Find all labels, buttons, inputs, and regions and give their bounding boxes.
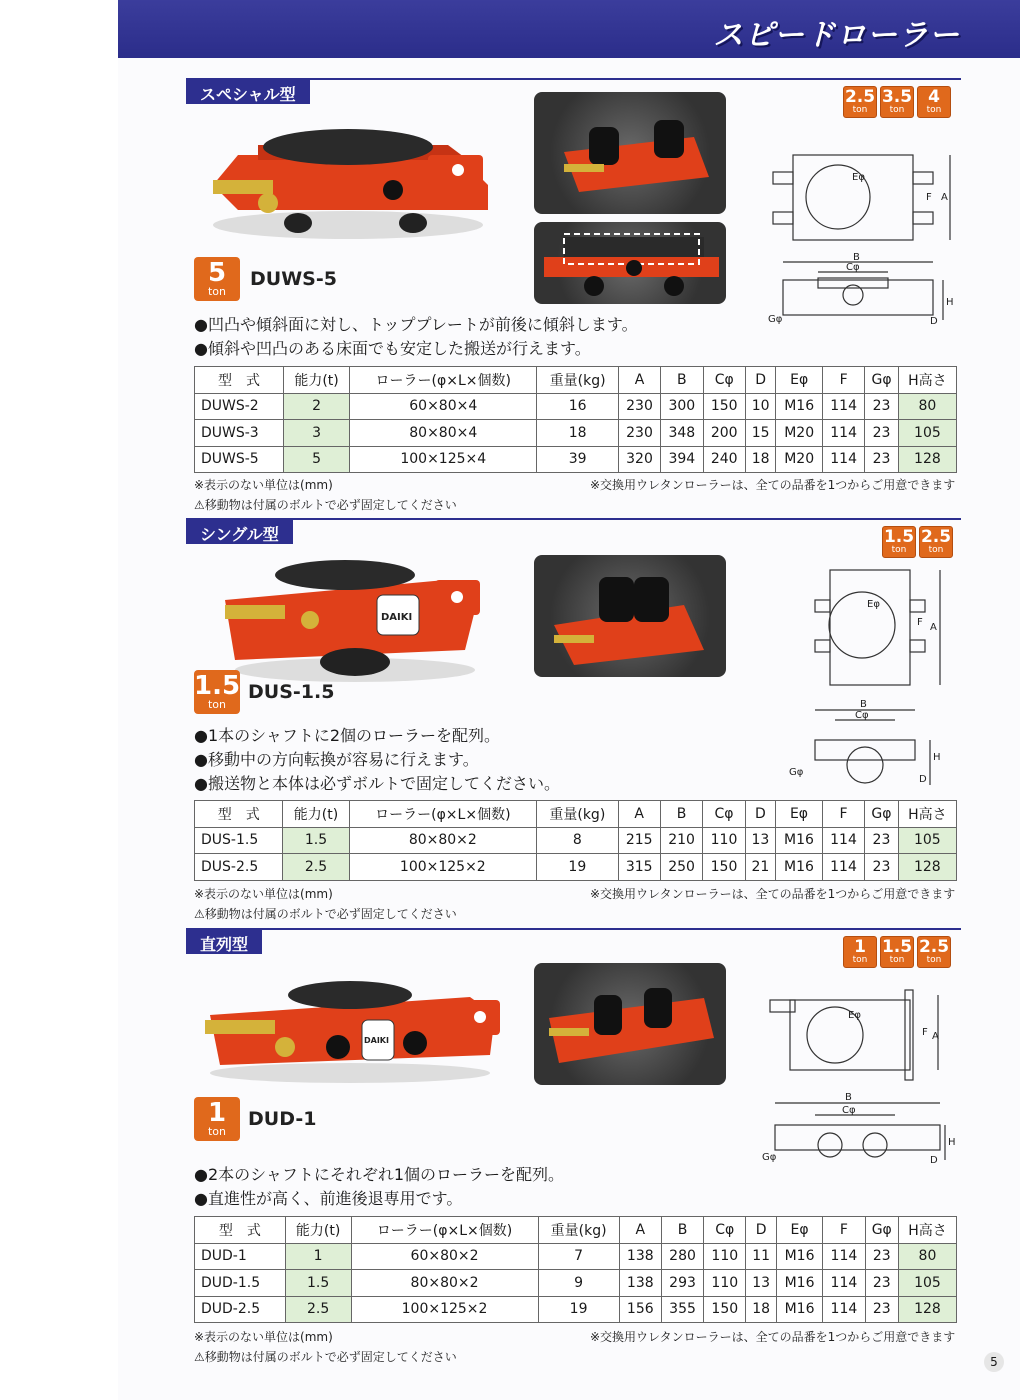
spec-table-special: 型 式 能力(t) ローラー(φ×L×個数) 重量(kg) A B Cφ D Eφ F Gφ H高さ DUWS-2 2 60×80×4 16 230 300 150 10 M16 114 23 80 DUWS-3 3 80×80×4 18 230 348 200 15 M20 114 23 105 DUWS-5 5 100×125×4 39 320 394 240 18 M20 114 23 128 <box>194 366 957 473</box>
page-number: 5 <box>984 1352 1004 1372</box>
note-unit: ※表示のない単位は(mm) <box>194 1330 333 1344</box>
product-photo-dus-detail <box>534 555 726 677</box>
model-name: DUS-1.5 <box>248 681 335 703</box>
svg-text:Eφ: Eφ <box>867 599 880 610</box>
section-divider <box>186 78 961 80</box>
feature-list-single <box>194 724 560 796</box>
note-bolt: ⚠移動物は付属のボルトで必ず固定してください <box>194 498 457 512</box>
label-h: H <box>946 297 954 308</box>
capacity-badge: 5 ton <box>194 257 240 301</box>
feature-list-special <box>194 313 638 361</box>
section-divider <box>186 928 961 930</box>
svg-text:H: H <box>933 752 941 763</box>
ton-badges-inline <box>843 936 951 968</box>
label-f: F <box>926 192 932 203</box>
label-e: Eφ <box>852 172 865 183</box>
model-name: DUWS-5 <box>250 268 337 290</box>
svg-text:Eφ: Eφ <box>848 1010 861 1021</box>
svg-text:H: H <box>948 1137 956 1148</box>
svg-text:Cφ: Cφ <box>855 710 869 721</box>
note-roller: ※交換用ウレタンローラーは、全ての品番を1つからご用意できます <box>590 478 956 492</box>
dimension-diagram-duws <box>768 150 958 330</box>
note-roller: ※交換用ウレタンローラーは、全ての品番を1つからご用意できます <box>590 1330 956 1344</box>
section-divider <box>186 518 961 520</box>
capacity-badge: 1.5 ton <box>194 670 240 714</box>
svg-text:Gφ: Gφ <box>762 1152 777 1163</box>
svg-text:B: B <box>845 1092 852 1103</box>
note-bolt: ⚠移動物は付属のボルトで必ず固定してください <box>194 1350 457 1364</box>
svg-text:Cφ: Cφ <box>842 1105 856 1116</box>
product-photo-duws-side <box>534 222 726 304</box>
feature-item: ● 傾斜や凹凸のある床面でも安定した搬送が行えます。 <box>194 337 638 361</box>
section-title-inline: 直列型 <box>186 930 262 954</box>
product-label: DAIKI <box>381 612 413 623</box>
product-photo-duws-top <box>534 92 726 214</box>
label-c: Cφ <box>846 262 860 273</box>
feature-item: ● 直進性が高く、前進後退専用です。 <box>194 1187 564 1211</box>
dimension-diagram-dud <box>760 985 960 1165</box>
page-header <box>118 0 1020 58</box>
spec-table-inline: 型 式 能力(t) ローラー(φ×L×個数) 重量(kg) A B Cφ D Eφ F Gφ H高さ DUD-1 1 60×80×2 7 138 280 110 11 M16 114 23 80 DUD-1.5 1.5 80×80×2 9 138 293 110 13 M16 114 23 105 DUD-2.5 2.5 100×125×2 19 156 355 150 18 M16 114 23 128 <box>194 1216 957 1323</box>
ton-badge: 3.5 ton <box>880 86 914 118</box>
product-photo-dus <box>205 550 490 685</box>
svg-text:A: A <box>932 1031 939 1042</box>
feature-list-inline <box>194 1163 564 1211</box>
note-bolt: ⚠移動物は付属のボルトで必ず固定してください <box>194 907 457 921</box>
label-b: B <box>853 252 860 263</box>
feature-item: ● 移動中の方向転換が容易に行えます。 <box>194 748 560 772</box>
label-d: D <box>930 316 938 327</box>
table-row: DUWS-5 5 100×125×4 39 320 394 240 18 M20 114 23 128 <box>195 446 957 473</box>
feature-item: ● 2本のシャフトにそれぞれ1個のローラーを配列。 <box>194 1163 564 1187</box>
table-row: DUWS-2 2 60×80×4 16 230 300 150 10 M16 114 23 80 <box>195 393 957 420</box>
table-row: DUS-1.5 1.5 80×80×2 8 215 210 110 13 M16 114 23 105 <box>195 827 957 854</box>
ton-badge: 1.5 ton <box>882 526 916 558</box>
note-roller: ※交換用ウレタンローラーは、全ての品番を1つからご用意できます <box>590 887 956 901</box>
product-photo-dud-detail <box>534 963 726 1085</box>
svg-text:DAIKI: DAIKI <box>364 1036 389 1045</box>
page-margin <box>0 0 118 1400</box>
label-a: A <box>941 192 948 203</box>
table-row: DUS-2.5 2.5 100×125×2 19 315 250 150 21 M16 114 23 128 <box>195 854 957 881</box>
model-name: DUD-1 <box>248 1108 317 1130</box>
capacity-badge: 1 ton <box>194 1097 240 1141</box>
ton-badge: 4 ton <box>917 86 951 118</box>
note-unit: ※表示のない単位は(mm) <box>194 478 333 492</box>
table-row: DUWS-3 3 80×80×4 18 230 348 200 15 M20 114 23 105 <box>195 420 957 447</box>
table-row: DUD-1 1 60×80×2 7 138 280 110 11 M16 114 23 80 <box>195 1243 957 1270</box>
ton-badge: 2.5 ton <box>917 936 951 968</box>
label-g: Gφ <box>768 314 783 325</box>
svg-text:Gφ: Gφ <box>789 767 804 778</box>
feature-item: ● 搬送物と本体は必ずボルトで固定してください。 <box>194 772 560 796</box>
dimension-diagram-dus <box>785 560 955 790</box>
table-row: DUD-2.5 2.5 100×125×2 19 156 355 150 18 M16 114 23 128 <box>195 1296 957 1323</box>
product-photo-dud <box>190 975 505 1085</box>
section-title-single: シングル型 <box>186 520 293 544</box>
ton-badge: 1.5 ton <box>880 936 914 968</box>
feature-item: ● 凹凸や傾斜面に対し、トッププレートが前後に傾斜します。 <box>194 313 638 337</box>
product-photo-duws <box>198 115 498 245</box>
ton-badge: 2.5 ton <box>843 86 877 118</box>
section-title-special: スペシャル型 <box>186 80 310 104</box>
svg-text:D: D <box>930 1155 938 1165</box>
svg-text:A: A <box>930 622 937 633</box>
ton-badge: 1 ton <box>843 936 877 968</box>
svg-text:F: F <box>917 617 923 628</box>
table-row: DUD-1.5 1.5 80×80×2 9 138 293 110 13 M16 114 23 105 <box>195 1270 957 1297</box>
svg-text:D: D <box>919 774 927 785</box>
ton-badges-special <box>843 86 951 118</box>
svg-text:B: B <box>860 699 867 710</box>
ton-badge: 2.5 ton <box>919 526 953 558</box>
spec-table-single: 型 式 能力(t) ローラー(φ×L×個数) 重量(kg) A B Cφ D Eφ F Gφ H高さ DUS-1.5 1.5 80×80×2 8 215 210 110 13 M16 114 23 105 DUS-2.5 2.5 100×125×2 19 315 250 150 21 M16 114 23 128 <box>194 800 957 881</box>
feature-item: ● 1本のシャフトに2個のローラーを配列。 <box>194 724 560 748</box>
svg-text:F: F <box>922 1027 928 1038</box>
brand-title: スピードローラー <box>713 18 960 53</box>
note-unit: ※表示のない単位は(mm) <box>194 887 333 901</box>
ton-badges-single <box>882 526 953 558</box>
